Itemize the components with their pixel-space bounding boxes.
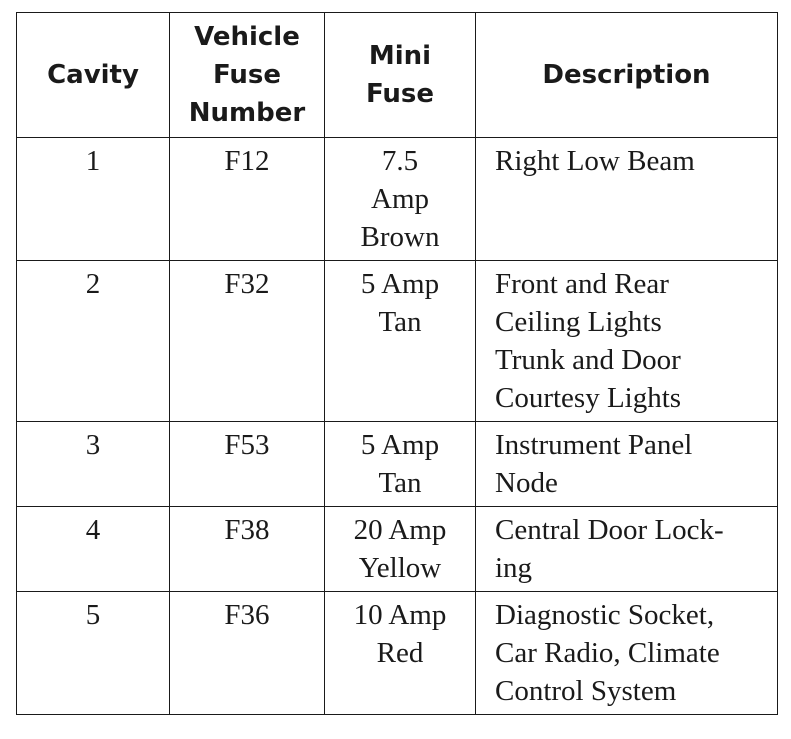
description-cell: [476, 422, 778, 507]
header-description: [476, 13, 778, 138]
mini-fuse-cell: [325, 261, 476, 422]
description-line: Right Low Beam: [495, 145, 695, 177]
fuse-number-value: F12: [224, 145, 270, 177]
fuse-number-cell: [170, 261, 325, 422]
mini-fuse-line: Tan: [378, 467, 422, 499]
table-row: [17, 138, 778, 261]
table-header: [17, 13, 778, 138]
table-body: [17, 138, 778, 715]
table-row: [17, 422, 778, 507]
mini-fuse-line: 5 Amp: [360, 429, 440, 461]
description-line: Instrument Panel: [495, 429, 693, 461]
mini-fuse-line: 10 Amp: [353, 599, 447, 631]
description-line: Central Door Lock-: [495, 514, 724, 546]
description-line: Control System: [495, 675, 677, 707]
cavity-cell: [17, 138, 170, 261]
mini-fuse-line: 7.5: [381, 145, 419, 177]
description-line: Node: [495, 467, 558, 499]
cavity-cell: [17, 261, 170, 422]
mini-fuse-cell: [325, 138, 476, 261]
cavity-value: 3: [85, 429, 101, 461]
cavity-cell: [17, 422, 170, 507]
mini-fuse-line: Brown: [360, 221, 440, 253]
fuse-number-cell: [170, 592, 325, 715]
header-cavity-line: Cavity: [47, 60, 139, 90]
cavity-value: 4: [85, 514, 101, 546]
fuse-number-cell: [170, 138, 325, 261]
table-row: [17, 507, 778, 592]
description-line: Diagnostic Socket,: [495, 599, 715, 631]
mini-fuse-line: Yellow: [358, 552, 442, 584]
description-line: Front and Rear: [495, 268, 669, 300]
description-cell: [476, 261, 778, 422]
mini-fuse-line: 5 Amp: [360, 268, 440, 300]
header-row: [17, 13, 778, 138]
fuse-number-cell: [170, 507, 325, 592]
description-line: Trunk and Door: [495, 344, 681, 376]
cavity-value: 1: [85, 145, 101, 177]
header-mini-fuse-line: Mini: [368, 41, 432, 71]
header-cavity: [17, 13, 170, 138]
mini-fuse-cell: [325, 592, 476, 715]
description-cell: [476, 592, 778, 715]
header-mini-fuse: [325, 13, 476, 138]
description-cell: [476, 507, 778, 592]
mini-fuse-line: Amp: [371, 183, 429, 215]
description-line: Car Radio, Climate: [495, 637, 720, 669]
fuse-number-value: F36: [224, 599, 270, 631]
fuse-number-value: F32: [224, 268, 270, 300]
fuse-number-value: F38: [224, 514, 270, 546]
table-row: [17, 261, 778, 422]
description-line: ing: [495, 552, 533, 584]
fuse-number-value: F53: [224, 429, 270, 461]
header-vehicle-fuse-number-line: Number: [188, 98, 306, 128]
fuse-table: [16, 12, 778, 715]
cavity-value: 5: [85, 599, 101, 631]
description-line: Courtesy Lights: [495, 382, 682, 414]
header-vehicle-fuse-number-line: Vehicle: [194, 22, 300, 52]
fuse-number-cell: [170, 422, 325, 507]
mini-fuse-cell: [325, 507, 476, 592]
header-vehicle-fuse-number-line: Fuse: [212, 60, 282, 90]
mini-fuse-line: 20 Amp: [353, 514, 447, 546]
header-description-line: Description: [542, 60, 711, 90]
table-row: [17, 592, 778, 715]
cavity-cell: [17, 507, 170, 592]
mini-fuse-line: Tan: [378, 306, 422, 338]
description-cell: [476, 138, 778, 261]
header-mini-fuse-line: Fuse: [365, 79, 435, 109]
description-line: Ceiling Lights: [495, 306, 662, 338]
mini-fuse-line: Red: [376, 637, 424, 669]
cavity-value: 2: [85, 268, 101, 300]
cavity-cell: [17, 592, 170, 715]
mini-fuse-cell: [325, 422, 476, 507]
header-vehicle-fuse-number: [170, 13, 325, 138]
